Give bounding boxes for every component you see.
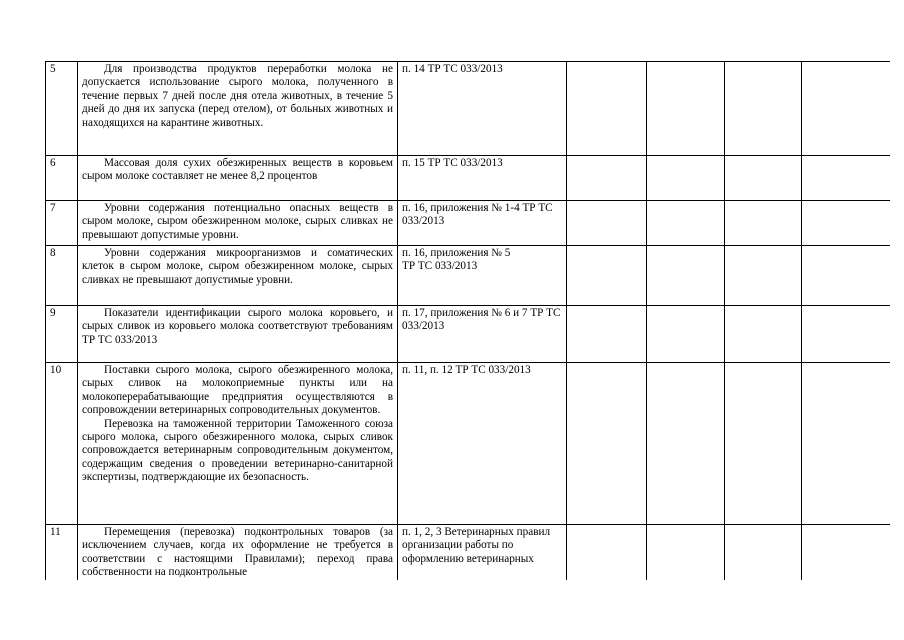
row-number: 8 bbox=[46, 246, 78, 306]
reference-cell bbox=[398, 62, 567, 156]
requirement-cell bbox=[78, 363, 398, 525]
empty-check-cell bbox=[725, 62, 802, 156]
reference-text: п. 17, приложения № 6 и 7 ТР ТС 033/2013 bbox=[402, 307, 561, 333]
empty-check-cell bbox=[567, 246, 647, 306]
table-row bbox=[46, 246, 891, 306]
reference-text: п. 16, приложения № 1-4 ТР ТС 033/2013 bbox=[402, 202, 553, 228]
empty-check-cell bbox=[725, 363, 802, 525]
reference-cell bbox=[398, 246, 567, 306]
requirement-text: Массовая доля сухих обезжиренных веществ в коровьем сыром молоке составляет не менее 8,2 процентов bbox=[82, 157, 393, 183]
empty-check-cell bbox=[567, 156, 647, 201]
requirement-cell bbox=[78, 62, 398, 156]
requirement-cell bbox=[78, 201, 398, 246]
empty-check-cell bbox=[647, 156, 725, 201]
reference-cell bbox=[398, 306, 567, 363]
requirement-cell bbox=[78, 156, 398, 201]
empty-check-cell bbox=[802, 363, 891, 525]
requirement-cell bbox=[78, 525, 398, 581]
table-body bbox=[46, 62, 891, 581]
requirement-text: Перевозка на таможенной территории Таможенного союза сырого молока, сырого обезжиренного молока, сырых сливок сопровождается ветеринарным сопроводительным документом, содержащим сведения о проведении ветеринарно-санитарной экспертизы, подтверждающие их безопасность. bbox=[82, 417, 393, 484]
table-row bbox=[46, 156, 891, 201]
reference-text: п. 1, 2, 3 Ветеринарных правил bbox=[402, 526, 551, 538]
table-row bbox=[46, 306, 891, 363]
row-number: 7 bbox=[46, 201, 78, 246]
empty-check-cell bbox=[725, 201, 802, 246]
requirement-text: Уровни содержания потенциально опасных веществ в сыром молоке, сыром обезжиренном молоке, сырых сливках не превышают допустимые уровни. bbox=[82, 202, 393, 241]
empty-check-cell bbox=[567, 201, 647, 246]
empty-check-cell bbox=[647, 62, 725, 156]
row-number: 6 bbox=[46, 156, 78, 201]
empty-check-cell bbox=[567, 62, 647, 156]
row-number: 10 bbox=[46, 363, 78, 525]
empty-check-cell bbox=[802, 62, 891, 156]
empty-check-cell bbox=[647, 525, 725, 581]
reference-text: п. 16, приложения № 5 bbox=[402, 247, 511, 259]
reference-text: организации работы по bbox=[402, 539, 514, 552]
empty-check-cell bbox=[725, 525, 802, 581]
empty-check-cell bbox=[567, 525, 647, 581]
empty-check-cell bbox=[647, 363, 725, 525]
empty-check-cell bbox=[802, 306, 891, 363]
requirement-text: Для производства продуктов переработки молока не допускается использование сырого молока, полученного в течение первых 7 дней после дня отела животных, в течение 5 дней до дня их запуска (перед отелом), от больных животных и находящихся на карантине животных. bbox=[82, 63, 393, 129]
requirement-cell bbox=[78, 306, 398, 363]
table-row bbox=[46, 201, 891, 246]
reference-text: п. 11, п. 12 ТР ТС 033/2013 bbox=[402, 364, 531, 376]
reference-cell bbox=[398, 525, 567, 581]
requirements-table bbox=[45, 61, 890, 580]
empty-check-cell bbox=[647, 201, 725, 246]
requirement-cell bbox=[78, 246, 398, 306]
requirement-text: Поставки сырого молока, сырого обезжиренного молока, сырых сливок на молокоприемные пункты или на молокоперерабатывающие предприятия осуществляются в сопровождении ветеринарных сопроводительных документов. bbox=[82, 364, 393, 417]
empty-check-cell bbox=[567, 363, 647, 525]
checklist-page bbox=[45, 61, 890, 580]
table-row bbox=[46, 525, 891, 581]
reference-text: ТР ТС 033/2013 bbox=[402, 260, 478, 273]
table-row bbox=[46, 62, 891, 156]
empty-check-cell bbox=[647, 246, 725, 306]
empty-check-cell bbox=[802, 246, 891, 306]
empty-check-cell bbox=[725, 306, 802, 363]
empty-check-cell bbox=[802, 201, 891, 246]
row-number: 5 bbox=[46, 62, 78, 156]
reference-cell bbox=[398, 201, 567, 246]
requirement-text: Показатели идентификации сырого молока коровьего, и сырых сливок из коровьего молока соответствуют требованиям ТР ТС 033/2013 bbox=[82, 307, 393, 346]
empty-check-cell bbox=[647, 306, 725, 363]
empty-check-cell bbox=[802, 156, 891, 201]
reference-cell bbox=[398, 156, 567, 201]
empty-check-cell bbox=[725, 246, 802, 306]
reference-text: п. 14 ТР ТС 033/2013 bbox=[402, 63, 503, 75]
reference-cell bbox=[398, 363, 567, 525]
reference-text: оформлению ветеринарных bbox=[402, 552, 534, 565]
requirement-text: Уровни содержания микроорганизмов и соматических клеток в сыром молоке, сыром обезжиренном молоке, сырых сливках не превышают допустимые уровни. bbox=[82, 247, 393, 286]
row-number: 9 bbox=[46, 306, 78, 363]
table-row bbox=[46, 363, 891, 525]
row-number: 11 bbox=[46, 525, 78, 581]
empty-check-cell bbox=[567, 306, 647, 363]
requirement-text: Перемещения (перевозка) подконтрольных товаров (за исключением случаев, когда их оформление не требуется в соответствии с настоящими Правилами); переход права собственности на подконтрольные bbox=[82, 526, 393, 579]
reference-text: п. 15 ТР ТС 033/2013 bbox=[402, 157, 503, 169]
empty-check-cell bbox=[802, 525, 891, 581]
empty-check-cell bbox=[725, 156, 802, 201]
